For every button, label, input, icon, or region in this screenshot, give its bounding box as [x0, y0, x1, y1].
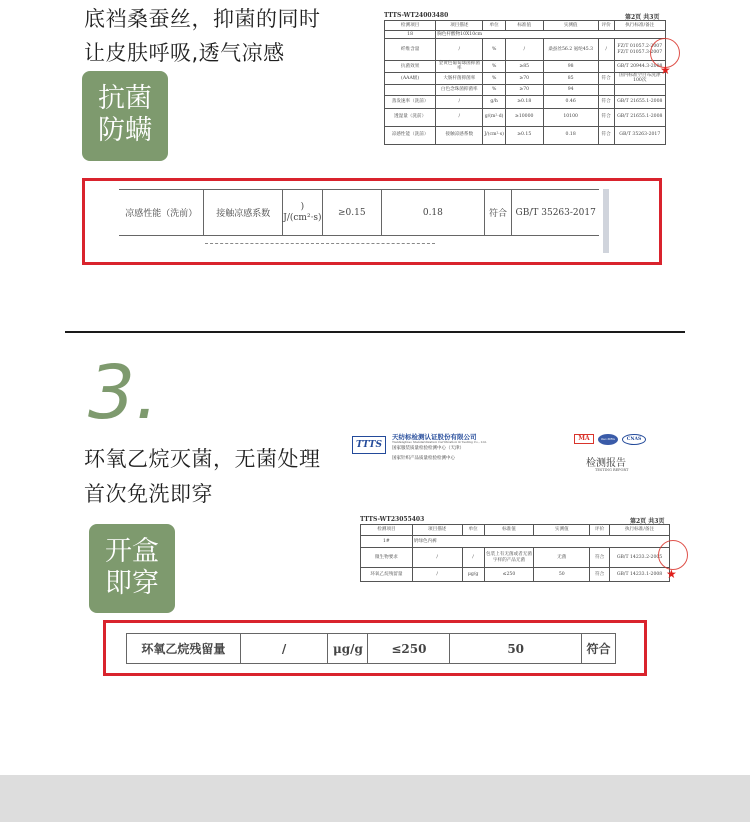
cell: 金黄色葡萄球菌抑菌率 — [436, 61, 483, 73]
zoom-cell: 凉感性能（洗前） — [119, 190, 204, 236]
zoom-dotted-rule — [205, 243, 435, 244]
cell: 符合 — [598, 95, 614, 108]
cell: / — [412, 548, 462, 568]
cell: 蒸发速率（洗前） — [385, 95, 436, 108]
section3-text-line2: 首次免洗即穿 — [84, 482, 213, 506]
cell: 纤维含量 — [385, 39, 436, 61]
cell: / — [598, 39, 614, 61]
cell: % — [483, 39, 506, 61]
cell: 包装上有无菌或者无菌字样的产品无菌 — [484, 548, 534, 568]
zoom-cell: ≤250 — [368, 634, 450, 664]
cell: 50 — [534, 568, 590, 582]
zoom-cell: GB/T 35263-2017 — [512, 190, 599, 236]
zoom-unit-top: ) — [300, 201, 305, 212]
section2-text-line1: 底裆桑蚕丝，抑菌的同时 — [84, 7, 321, 31]
cell: 0.46 — [543, 95, 598, 108]
cell: 10100 — [543, 108, 598, 126]
cell: 18 — [385, 31, 436, 39]
test-report-1 — [380, 6, 670, 156]
zoom-cell: 0.18 — [382, 190, 485, 236]
cell: ≥0.18 — [505, 95, 543, 108]
zoom-cell: 符合 — [582, 634, 616, 664]
cell: 微生物要求 — [361, 548, 413, 568]
cell: / — [436, 108, 483, 126]
cell: 胸色杆酸物10X10cm — [436, 31, 666, 39]
zoom-cell — [283, 190, 322, 236]
cell: GB/T 35263-2017 — [614, 126, 665, 144]
cell: ≥85 — [505, 61, 543, 73]
cell: 环氧乙烷残留量 — [361, 568, 413, 582]
cell: GB/T 21655.1-2008 — [614, 108, 665, 126]
cell: 符合 — [598, 72, 614, 84]
cell: 奶绿色内裤 — [412, 536, 669, 548]
cell: 凉感性能（洗前） — [385, 126, 436, 144]
cell: FZ/T 01057.2-2007 FZ/T 01057.3-2007 — [614, 39, 665, 61]
cell: / — [462, 548, 484, 568]
cell: 白色念珠菌抑菌率 — [436, 84, 483, 95]
footer-band — [0, 775, 750, 822]
cell: g/h — [483, 95, 506, 108]
cell: GB/T 21655.1-2008 — [614, 95, 665, 108]
red-star-icon: ★ — [660, 63, 671, 77]
cell: 98 — [543, 61, 598, 73]
center-name-1: 国家服装质量检验检测中心（天津） — [392, 446, 464, 451]
col-header: 检测项目 — [361, 525, 413, 536]
cell: 1# — [361, 536, 413, 548]
cell: / — [505, 39, 543, 61]
cell: 大肠杆菌抑菌率 — [436, 72, 483, 84]
cell: 符合 — [590, 568, 610, 582]
zoom-table-2 — [126, 633, 616, 664]
cell: 94 — [543, 84, 598, 95]
col-header: 执行标准/备注 — [614, 21, 665, 31]
section2-text-line2: 让皮肤呼吸,透气凉感 — [84, 41, 285, 65]
cell: ≥70 — [505, 72, 543, 84]
col-header: 实测值 — [543, 21, 598, 31]
cell: 国内标准空白布洗涤100次 — [614, 72, 665, 84]
cell: % — [483, 61, 506, 73]
cell: 桑蚕丝56.2 氨纶45.3 — [543, 39, 598, 61]
cell: GB/T 20944.3-2008 — [614, 61, 665, 73]
col-header: 标准值 — [484, 525, 534, 536]
zoom-cell: μg/g — [328, 634, 368, 664]
report-table — [384, 20, 666, 145]
col-header: 单位 — [483, 21, 506, 31]
zoom-cell: ≥0.15 — [322, 190, 381, 236]
center-name-2: 国家针织产品质量检验检测中心 — [392, 456, 455, 461]
cell: / — [436, 95, 483, 108]
cell: μg/g — [462, 568, 484, 582]
cell: 0.18 — [543, 126, 598, 144]
report-table — [360, 524, 670, 582]
zoom-cell: / — [240, 634, 328, 664]
badge-line: 防螨 — [98, 115, 152, 146]
cell: / — [436, 39, 483, 61]
cell: ≥10000 — [505, 108, 543, 126]
report-id: TTTS-WT24003480 — [384, 12, 449, 19]
ttts-logo: TTTS — [352, 436, 386, 454]
col-header: 执行标准/备注 — [610, 525, 670, 536]
report-title: 检测报告 — [586, 458, 626, 469]
cell: 透湿量（洗前） — [385, 108, 436, 126]
zoom-highlight-1 — [82, 178, 662, 265]
badge-line: 即穿 — [105, 568, 159, 599]
cell: ≤250 — [484, 568, 534, 582]
test-report-2 — [348, 428, 682, 590]
ilac-mark: ilac-MRA — [598, 434, 618, 445]
badge-line: 抗菌 — [98, 83, 152, 114]
col-header: 评价 — [590, 525, 610, 536]
report-id: TTTS-WT23055403 — [360, 516, 425, 523]
cell: % — [483, 84, 506, 95]
cell: ≥70 — [505, 84, 543, 95]
cell: 无菌 — [534, 548, 590, 568]
zoom-unit: J/(cm²·s) — [283, 212, 322, 223]
cell: / — [412, 568, 462, 582]
zoom-cell: 符合 — [484, 190, 512, 236]
cell — [385, 84, 436, 95]
cell: ≥0.15 — [505, 126, 543, 144]
col-header: 项目描述 — [436, 21, 483, 31]
cell: 85 — [543, 72, 598, 84]
cell: GB/T 14233.2-2005 — [610, 548, 670, 568]
cell: % — [483, 72, 506, 84]
antibacterial-badge — [82, 71, 168, 161]
cell: 符合 — [590, 548, 610, 568]
zoom-right-edge — [603, 189, 609, 253]
section3-text-line1: 环氧乙烷灭菌，无菌处理 — [84, 447, 321, 471]
company-name-en: Tianfangbiao Standardization Certification & Testing Co., Ltd. — [392, 440, 487, 444]
cell: GB/T 14233.1-2008 — [610, 568, 670, 582]
cell: (AAA级) — [385, 72, 436, 84]
company-name: 天纺标检测认证股份有限公司 — [392, 433, 477, 441]
cell: 抗菌效果 — [385, 61, 436, 73]
cell — [598, 61, 614, 73]
section-number: 3. — [88, 350, 159, 436]
zoom-highlight-2 — [103, 620, 647, 676]
col-header: 评价 — [598, 21, 614, 31]
red-seal-stamp — [658, 540, 688, 570]
col-header: 检测项目 — [385, 21, 436, 31]
cell: 符合 — [598, 126, 614, 144]
col-header: 实测值 — [534, 525, 590, 536]
cnas-mark: CNAS — [622, 434, 646, 445]
cell: J/(cm²·s) — [483, 126, 506, 144]
cell — [598, 84, 614, 95]
cell: 接触凉感系数 — [436, 126, 483, 144]
red-star-icon: ★ — [666, 567, 677, 581]
cell — [614, 84, 665, 95]
zoom-cell: 环氧乙烷残留量 — [127, 634, 241, 664]
zoom-table-1 — [119, 189, 599, 236]
report-page: 第2页 共3页 — [625, 14, 660, 21]
zoom-cell: 50 — [450, 634, 582, 664]
zoom-cell: 接触凉感系数 — [204, 190, 283, 236]
badge-line: 开盒 — [105, 536, 159, 567]
section-divider — [65, 331, 685, 333]
col-header: 单位 — [462, 525, 484, 536]
cma-mark: MA — [574, 434, 594, 444]
cell: 符合 — [598, 108, 614, 126]
cell: g/(m²·d) — [483, 108, 506, 126]
report-title-en: TESTING REPORT — [595, 468, 629, 472]
ready-to-wear-badge — [89, 524, 175, 613]
col-header: 标准值 — [505, 21, 543, 31]
report-page: 第2页 共3页 — [630, 518, 665, 525]
col-header: 项目描述 — [412, 525, 462, 536]
